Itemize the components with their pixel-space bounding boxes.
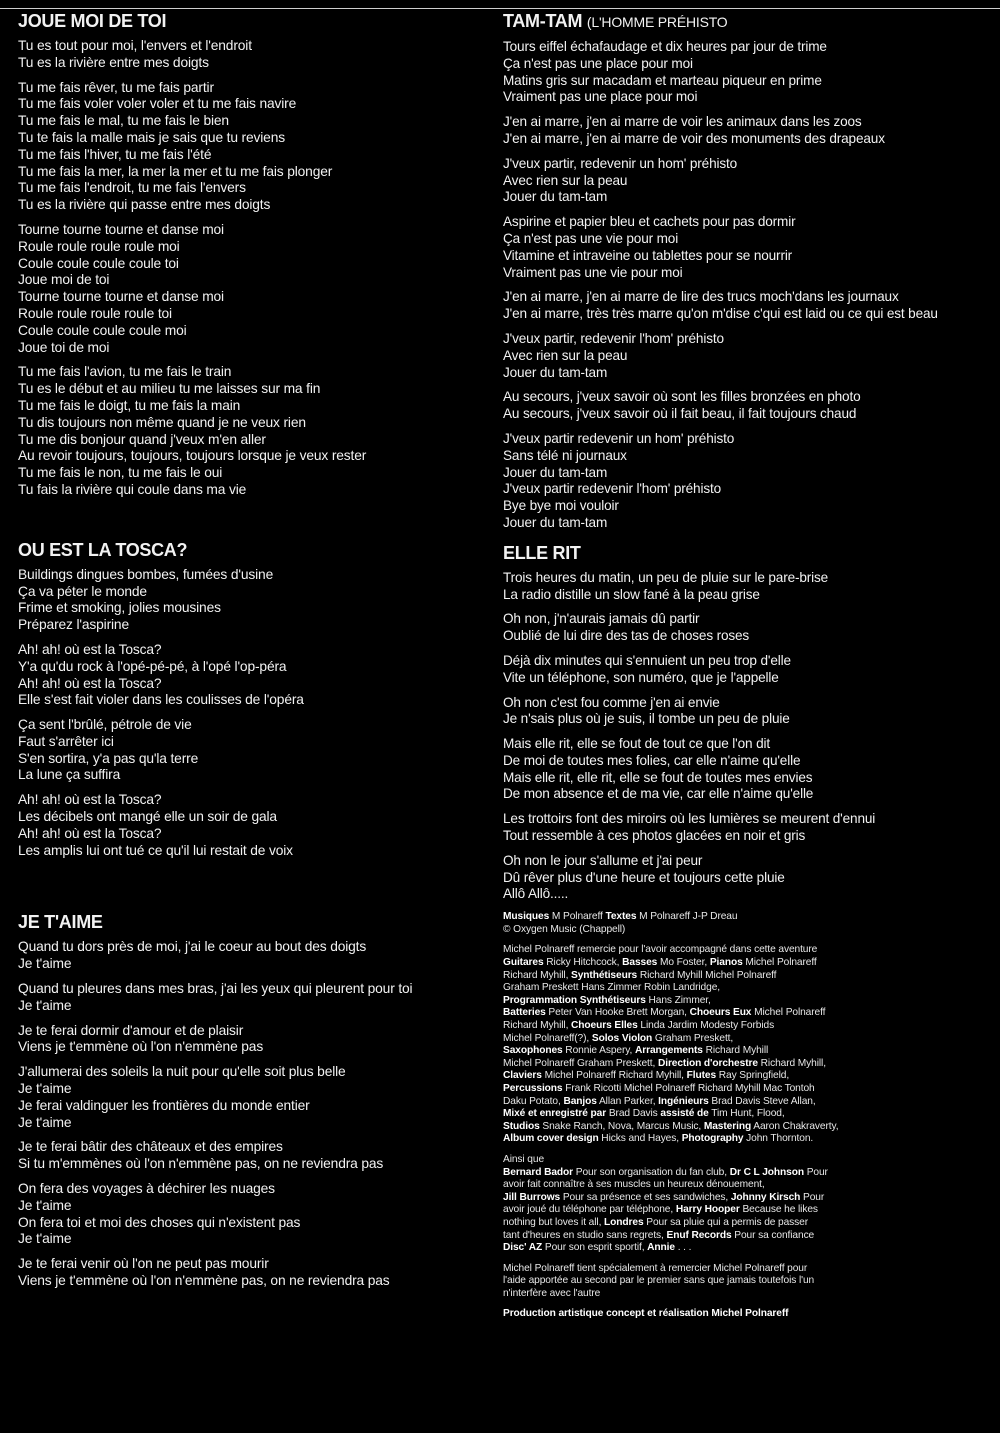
lyric-line: La radio distille un slow fané à la peau grise (503, 586, 760, 602)
lyric-line: Les trottoirs font des miroirs où les lumières se meurent d'ennui (503, 811, 876, 827)
song-ou-est-la-tosca (18, 539, 488, 860)
album-credits (503, 911, 993, 1321)
lyric-line: Mais elle rit, elle se fout de tout ce que l'on dit (503, 736, 770, 752)
stanza (503, 811, 993, 845)
lyric-line: Tu fais la rivière qui coule dans ma vie (18, 481, 247, 497)
lyric-line: J'en ai marre, très très marre qu'on m'dise c'qui est laid ou ce qui est beau (503, 306, 938, 322)
stanza (18, 1256, 488, 1290)
credit-line: Michel Polnareff Graham Preskett, Direction d'orchestre Richard Myhill, (503, 1057, 826, 1069)
credits-paragraph (503, 911, 993, 936)
stanza (503, 214, 993, 281)
lyrics (503, 39, 993, 532)
lyric-line: Tu es la rivière qui passe entre mes doigts (18, 197, 271, 213)
stanza (503, 653, 993, 687)
lyric-line: Faut s'arrêter ici (18, 733, 114, 749)
lyric-line: Je t'aime (18, 1231, 72, 1247)
lyric-line: S'en sortira, y'a pas qu'la terre (18, 750, 199, 766)
stanza (18, 1064, 488, 1131)
song-elle-rit (503, 542, 993, 904)
lyric-line: Jouer du tam-tam (503, 364, 608, 380)
lyric-line: Ah! ah! où est la Tosca? (18, 641, 162, 657)
song-je-t-aime (18, 911, 488, 1289)
credits-paragraph (503, 1154, 993, 1255)
lyric-line: Coule coule coule coule toi (18, 255, 179, 271)
credit-line: Production artistique concept et réalisation Michel Polnareff (503, 1308, 789, 1320)
right-column (503, 10, 993, 1329)
lyric-line: On fera des voyages à déchirer les nuages (18, 1181, 275, 1197)
stanza (18, 642, 488, 709)
credit-line: Bernard Bador Pour son organisation du fan club, Dr C L Johnson Pour (503, 1166, 828, 1178)
stanza (18, 80, 488, 214)
lyric-line: Tu dis toujours non même quand je ne veux rien (18, 414, 306, 430)
credit-line: Richard Myhill, Choeurs Elles Linda Jardim Modesty Forbids (503, 1020, 775, 1032)
credit-line: tant d'heures en studio sans regrets, Enuf Records Pour sa confiance (503, 1229, 815, 1241)
credit-line: Michel Polnareff tient spécialement à remercier Michel Polnareff pour (503, 1262, 808, 1274)
lyric-line: Tu te fais la malle mais je sais que tu reviens (18, 129, 285, 145)
lyric-line: De moi de toutes mes folies, car elle n'aime qu'elle (503, 752, 801, 768)
lyric-line: J'en ai marre, j'en ai marre de voir les animaux dans les zoos (503, 114, 862, 130)
song-title-main: TAM-TAM (503, 11, 583, 31)
lyric-line: Je t'aime (18, 956, 72, 972)
lyric-line: Je t'aime (18, 1114, 72, 1130)
lyric-line: J'veux partir, redevenir l'hom' préhisto (503, 330, 724, 346)
lyric-line: Joue moi de toi (18, 272, 110, 288)
lyric-line: Tu me fais l'endroit, tu me fais l'envers (18, 180, 246, 196)
lyric-line: Bye bye moi vouloir (503, 498, 619, 514)
credit-line: Mixé et enregistré par Brad Davis assisté de Tim Hunt, Flood, (503, 1108, 785, 1120)
lyric-line: Au secours, j'veux savoir où il fait beau, il fait toujours chaud (503, 406, 857, 422)
lyrics (18, 939, 488, 1289)
stanza (503, 736, 993, 803)
lyric-line: Avec rien sur la peau (503, 347, 628, 363)
lyric-line: Tourne tourne tourne et danse moi (18, 289, 224, 305)
credit-line: © Oxygen Music (Chappell) (503, 923, 626, 935)
lyric-line: Jouer du tam-tam (503, 464, 608, 480)
song-title: JOUE MOI DE TOI (18, 11, 167, 31)
lyric-line: Je t'aime (18, 1081, 72, 1097)
lyric-line: Joue toi de moi (18, 339, 110, 355)
lyric-line: Si tu m'emmènes où l'on n'emmène pas, on ne reviendra pas (18, 1156, 384, 1172)
lyric-line: Ça sent l'brûlé, pétrole de vie (18, 717, 192, 733)
song-title (503, 10, 993, 33)
lyric-line: Quand tu dors près de moi, j'ai le coeur au bout des doigts (18, 939, 367, 955)
credit-line: Percussions Frank Ricotti Michel Polnareff Richard Myhill Mac Tontoh (503, 1082, 815, 1094)
lyric-line: Les décibels ont mangé elle un soir de gala (18, 809, 277, 825)
lyric-line: Ça va péter le monde (18, 583, 147, 599)
credit-line: Studios Snake Ranch, Nova, Marcus Music, Mastering Aaron Chakraverty, (503, 1120, 839, 1132)
lyric-line: Matins gris sur macadam et marteau piqueur en prime (503, 72, 822, 88)
lyric-line: Tu me fais le doigt, tu me fais la main (18, 397, 241, 413)
lyric-line: Trois heures du matin, un peu de pluie sur le pare-brise (503, 569, 829, 585)
lyrics (18, 567, 488, 860)
credit-line: nothing but loves it all, Londres Pour sa pluie qui a permis de passer (503, 1216, 809, 1228)
stanza (503, 156, 993, 206)
credit-line: Saxophones Ronnie Aspery, Arrangements Richard Myhill (503, 1045, 769, 1057)
credit-line: avoir fait connaître à ses muscles un heureux dénouement, (503, 1179, 765, 1191)
lyric-line: Tu me fais la mer, la mer la mer et tu me fais plonger (18, 163, 333, 179)
lyric-line: J'veux partir, redevenir un hom' préhisto (503, 155, 738, 171)
stanza (18, 981, 488, 1015)
lyric-line: Elle s'est fait violer dans les coulisses de l'opéra (18, 692, 304, 708)
lyric-line: La lune ça suffira (18, 767, 121, 783)
lyric-line: Vite un téléphone, son numéro, que je l'appelle (503, 669, 779, 685)
credits-paragraph (503, 1263, 993, 1301)
lyric-line: Roule roule roule roule moi (18, 238, 180, 254)
lyric-line: Roule roule roule roule toi (18, 305, 172, 321)
lyric-line: J'allumerai des soleils la nuit pour qu'elle soit plus belle (18, 1064, 346, 1080)
lyric-line: Les amplis lui ont tué ce qu'il lui restait de voix (18, 842, 293, 858)
lyric-line: On fera toi et moi des choses qui n'existent pas (18, 1214, 301, 1230)
lyric-line: De mon absence et de ma vie, car elle n'aime qu'elle (503, 786, 814, 802)
lyric-line: Jouer du tam-tam (503, 189, 608, 205)
stanza (18, 364, 488, 498)
stanza (503, 289, 993, 323)
top-rule (0, 8, 1000, 9)
stanza (503, 695, 993, 729)
lyric-line: Sans télé ni journaux (503, 447, 627, 463)
stanza (503, 611, 993, 645)
lyric-line: Préparez l'aspirine (18, 617, 129, 633)
credit-line: Ainsi que (503, 1153, 545, 1165)
lyric-line: Tu me fais rêver, tu me fais partir (18, 79, 214, 95)
credit-line: Jill Burrows Pour sa présence et ses sandwiches, Johnny Kirsch Pour (503, 1191, 825, 1203)
lyric-line: Vraiment pas une vie pour moi (503, 264, 683, 280)
credits-paragraph (503, 1308, 993, 1321)
lyric-line: Je t'aime (18, 997, 72, 1013)
lyric-line: J'veux partir redevenir l'hom' préhisto (503, 481, 722, 497)
lyric-line: Je te ferai bâtir des châteaux et des empires (18, 1139, 283, 1155)
lyric-line: Coule coule coule coule moi (18, 322, 187, 338)
lyric-line: Quand tu pleures dans mes bras, j'ai les yeux qui pleurent pour toi (18, 981, 413, 997)
credit-line: Programmation Synthétiseurs Hans Zimmer, (503, 994, 711, 1006)
lyric-line: Tours eiffel échafaudage et dix heures par jour de trime (503, 39, 827, 54)
stanza (18, 567, 488, 634)
stanza (503, 39, 993, 106)
credit-line: n'interfère avec l'autre (503, 1287, 601, 1299)
lyric-line: Oublié de lui dire des tas de choses roses (503, 628, 750, 644)
lyric-line: Tu me fais l'hiver, tu me fais l'été (18, 146, 212, 162)
stanza (18, 38, 488, 72)
lyric-line: Tu me dis bonjour quand j'veux m'en aller (18, 431, 266, 447)
lyric-line: Aspirine et papier bleu et cachets pour pas dormir (503, 214, 796, 230)
lyric-line: Tu es tout pour moi, l'envers et l'endroit (18, 38, 252, 53)
stanza (503, 570, 993, 604)
lyric-line: Tourne tourne tourne et danse moi (18, 221, 224, 237)
lyric-line: Je ferai valdinguer les frontières du monde entier (18, 1097, 310, 1113)
credit-line: Disc' AZ Pour son esprit sportif, Annie . . . (503, 1242, 692, 1254)
stanza (18, 1023, 488, 1057)
stanza (18, 1181, 488, 1248)
lyric-line: Ah! ah! où est la Tosca? (18, 675, 162, 691)
left-column (18, 10, 488, 1298)
lyric-line: Tout ressemble à ces photos glacées en noir et gris (503, 828, 806, 844)
lyric-line: Viens je t'emmène où l'on n'emmène pas (18, 1039, 264, 1055)
lyric-line: Buildings dingues bombes, fumées d'usine (18, 566, 274, 582)
lyric-line: J'en ai marre, j'en ai marre de voir des monuments des drapeaux (503, 130, 885, 146)
stanza (503, 114, 993, 148)
lyric-line: Vitamine et intraveine ou tablettes pour se nourrir (503, 247, 793, 263)
lyric-line: Au revoir toujours, toujours, toujours lorsque je veux rester (18, 448, 367, 464)
lyric-line: Tu me fais voler voler voler et tu me fais navire (18, 96, 297, 112)
lyric-line: Vraiment pas une place pour moi (503, 89, 698, 105)
credit-line: Michel Polnareff remercie pour l'avoir accompagné dans cette aventure (503, 944, 818, 956)
lyric-line: Frime et smoking, jolies mousines (18, 600, 221, 616)
stanza (18, 1139, 488, 1173)
lyric-line: Allô Allô..... (503, 886, 569, 902)
lyric-line: Je n'sais plus où je suis, il tombe un peu de pluie (503, 711, 790, 727)
song-tam-tam (503, 10, 993, 532)
credit-line: l'aide apportée au second par le premier sans que jamais toutefois l'un (503, 1275, 815, 1287)
lyric-line: J'veux partir redevenir un hom' préhisto (503, 430, 735, 446)
credit-line: Batteries Peter Van Hooke Brett Morgan, Choeurs Eux Michel Polnareff (503, 1007, 826, 1019)
lyric-line: Au secours, j'veux savoir où sont les filles bronzées en photo (503, 389, 861, 405)
song-title: ELLE RIT (503, 542, 581, 563)
lyric-line: J'en ai marre, j'en ai marre de lire des trucs moch'dans les journaux (503, 289, 899, 305)
song-subtitle: (L'HOMME PRÉHISTO (586, 14, 728, 30)
lyric-line: Viens je t'emmène où l'on n'emmène pas, on ne reviendra pas (18, 1273, 390, 1289)
lyrics (18, 38, 488, 499)
lyric-line: Oh non le jour s'allume et j'ai peur (503, 852, 703, 868)
stanza (18, 792, 488, 859)
stanza (503, 431, 993, 532)
lyric-line: Tu me fais le non, tu me fais le oui (18, 465, 223, 481)
lyric-line: Tu es le début et au milieu tu me laisses sur ma fin (18, 381, 321, 397)
lyric-line: Ah! ah! où est la Tosca? (18, 825, 162, 841)
lyric-line: Je te ferai venir où l'on ne peut pas mourir (18, 1256, 269, 1272)
song-title: OU EST LA TOSCA? (18, 539, 188, 560)
credit-line: avoir joué du téléphone par téléphone, Harry Hooper Because he likes (503, 1204, 818, 1216)
credits-paragraph (503, 944, 993, 1146)
lyric-line: Avec rien sur la peau (503, 172, 628, 188)
song-title: JE T'AIME (18, 912, 103, 933)
lyric-line: Ah! ah! où est la Tosca? (18, 792, 162, 808)
lyric-line: Ça n'est pas une place pour moi (503, 55, 693, 71)
lyric-line: Jouer du tam-tam (503, 514, 608, 530)
lyric-line: Dû rêver plus d'une heure et toujours cette pluie (503, 869, 785, 885)
lyric-line: Tu es la rivière entre mes doigts (18, 54, 209, 70)
lyric-line: Y'a qu'du rock à l'opé-pé-pé, à l'opé l'op-péra (18, 658, 287, 674)
lyric-line: Oh non, j'n'aurais jamais dû partir (503, 611, 700, 627)
lyric-line: Oh non c'est fou comme j'en ai envie (503, 694, 720, 710)
credit-line: Guitares Ricky Hitchcock, Basses Mo Foster, Pianos Michel Polnareff (503, 957, 817, 969)
lyric-line: Ça n'est pas une vie pour moi (503, 230, 679, 246)
credit-line: Richard Myhill, Synthétiseurs Richard Myhill Michel Polnareff (503, 969, 777, 981)
lyric-line: Je te ferai dormir d'amour et de plaisir (18, 1022, 244, 1038)
credit-line: Claviers Michel Polnareff Richard Myhill, Flutes Ray Springfield, (503, 1070, 790, 1082)
credit-line: Daku Potato, Banjos Allan Parker, Ingénieurs Brad Davis Steve Allan, (503, 1095, 816, 1107)
stanza (503, 331, 993, 381)
lyric-line: Tu me fais l'avion, tu me fais le train (18, 364, 232, 380)
credit-line: Graham Preskett Hans Zimmer Robin Landridge, (503, 982, 720, 994)
lyrics (503, 570, 993, 904)
stanza (503, 853, 993, 903)
stanza (18, 939, 488, 973)
stanza (503, 389, 993, 423)
credit-line: Album cover design Hicks and Hayes, Photography John Thornton. (503, 1133, 814, 1145)
lyric-line: Tu me fais le mal, tu me fais le bien (18, 113, 229, 129)
song-joue-moi-de-toi (18, 10, 488, 499)
lyric-line: Je t'aime (18, 1197, 72, 1213)
stanza (18, 717, 488, 784)
lyric-line: Mais elle rit, elle rit, elle se fout de toutes mes envies (503, 769, 813, 785)
credit-line: Musiques M Polnareff Textes M Polnareff J-P Dreau (503, 911, 738, 923)
stanza (18, 222, 488, 356)
lyric-line: Déjà dix minutes qui s'ennuient un peu trop d'elle (503, 652, 791, 668)
credit-line: Michel Polnareff(?), Solos Violon Graham Preskett, (503, 1032, 734, 1044)
